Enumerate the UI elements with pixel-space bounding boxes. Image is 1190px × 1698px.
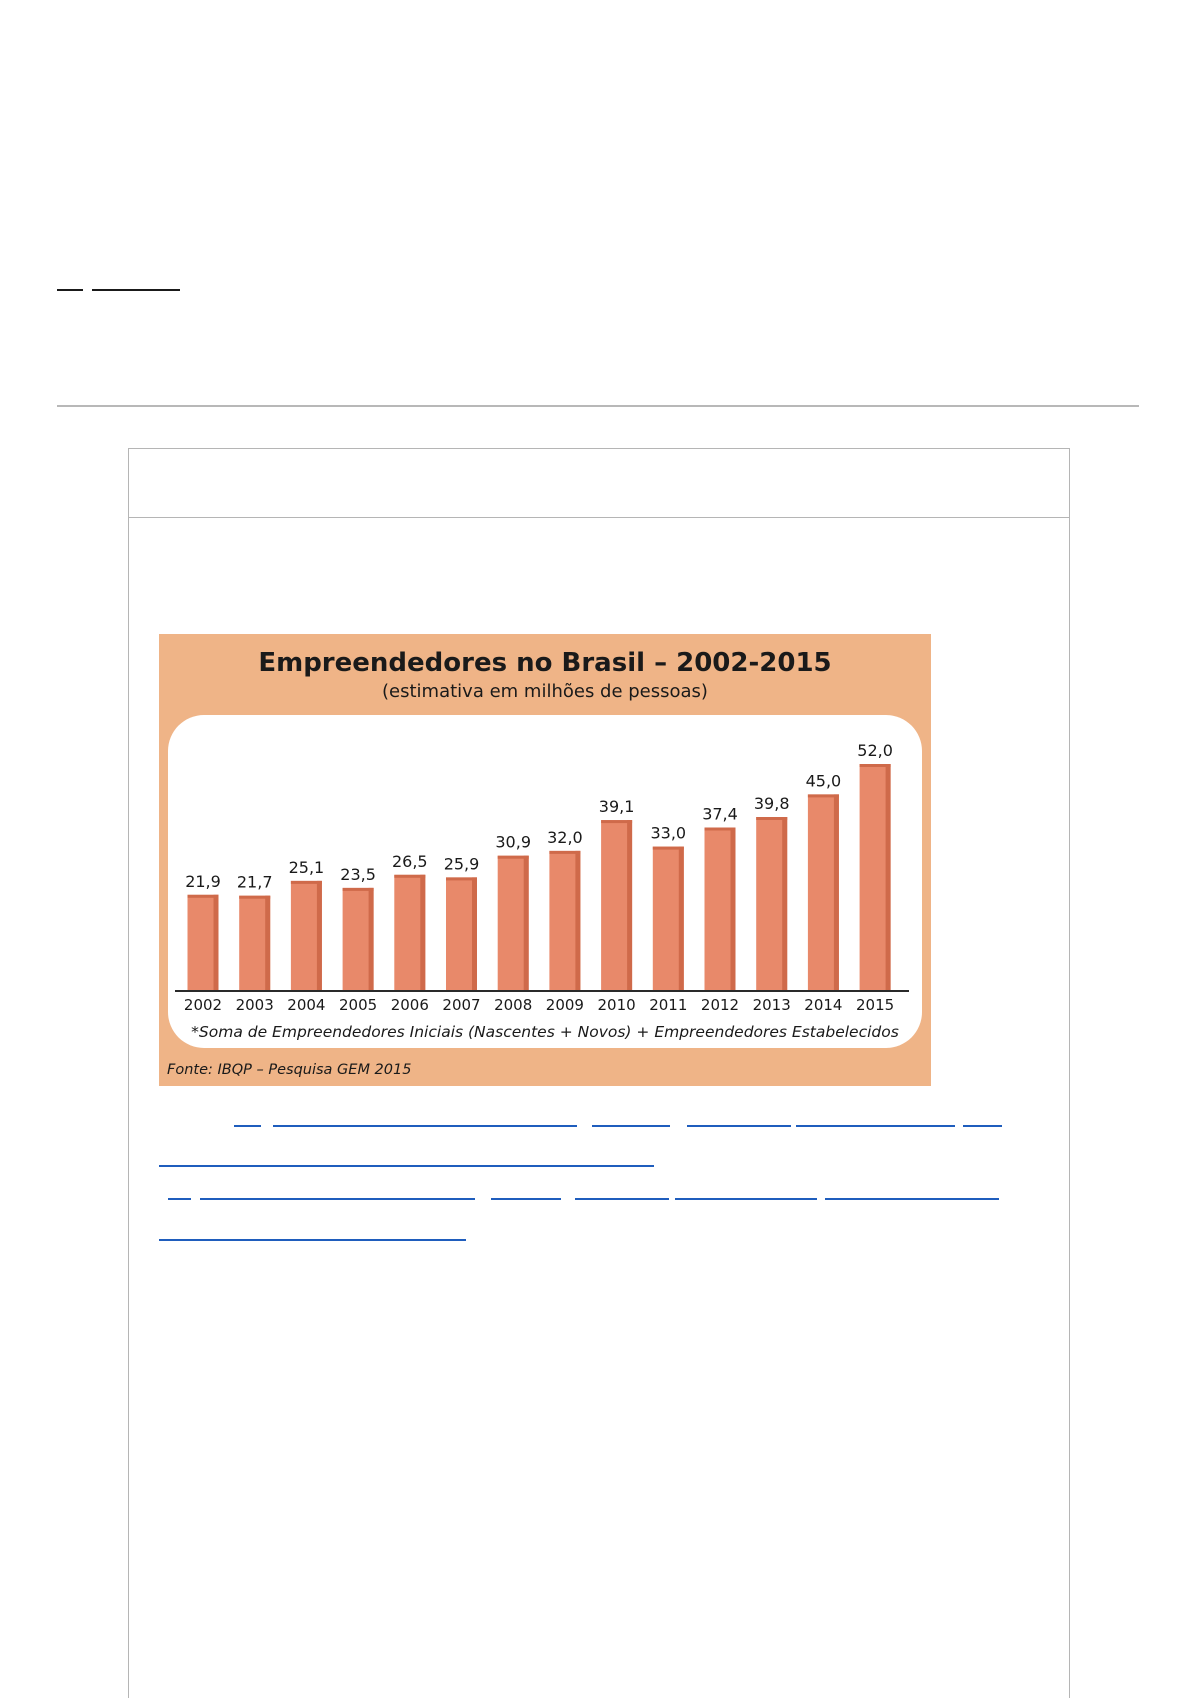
x-tick-label-2003: 2003 [235,996,274,1014]
chart-svg [159,634,931,1086]
x-tick-label-2010: 2010 [597,996,636,1014]
value-label-2014: 45,0 [805,771,842,791]
chart-title: Empreendedores no Brasil – 2002-2015 [258,648,832,678]
value-label-2010: 39,1 [598,797,635,817]
value-label-2007: 25,9 [443,854,480,874]
value-label-2015: 52,0 [857,741,893,760]
bar-2006 [394,875,425,990]
bar-2003 [239,896,270,990]
panel-header [129,449,1069,518]
bar-2007 [446,877,477,990]
top-link-1[interactable] [57,281,83,291]
bar-2005 [343,888,374,990]
link[interactable] [675,1198,817,1200]
link[interactable] [796,1125,955,1127]
x-tick-label-2011: 2011 [649,996,688,1014]
value-label-2002: 21,9 [185,871,221,891]
bar-2004 [291,881,322,990]
bar-2010 [601,820,632,990]
x-tick-label-2005: 2005 [339,996,378,1014]
bar-2015 [860,764,891,990]
value-label-2008: 30,9 [495,832,532,852]
value-label-2012: 37,4 [702,804,738,824]
x-tick-label-2002: 2002 [183,996,223,1014]
link[interactable] [592,1125,670,1127]
bar-2009 [549,851,580,990]
link-row-2 [159,1165,1009,1169]
x-tick-label-2008: 2008 [494,996,533,1014]
x-tick-label-2004: 2004 [287,996,326,1014]
value-label-2006: 26,5 [391,851,428,871]
bar-2012 [705,828,736,991]
link[interactable] [687,1125,791,1127]
value-label-2013: 39,8 [753,794,790,813]
chart-image [159,634,931,1086]
bar-2013 [756,817,787,990]
x-tick-label-2006: 2006 [390,996,429,1014]
value-label-2005: 23,5 [340,864,376,884]
bar-2002 [188,895,219,990]
x-tick-label-2009: 2009 [545,996,584,1014]
chart-footnote: *Soma de Empreendedores Iniciais (Nascentes + Novos) + Empreendedores Estabelecidos [191,1023,899,1041]
bar-2014 [808,794,839,990]
value-label-2009: 32,0 [547,827,583,847]
link[interactable] [168,1198,191,1200]
value-label-2011: 33,0 [650,823,687,843]
link[interactable] [273,1125,577,1127]
x-tick-label-2012: 2012 [700,996,740,1014]
chart-subtitle: (estimativa em milhões de pessoas) [382,681,708,702]
bar-2011 [653,847,684,990]
bar-2008 [498,856,529,990]
x-tick-label-2014: 2014 [804,996,843,1014]
link[interactable] [159,1239,466,1241]
link[interactable] [234,1125,261,1127]
link[interactable] [575,1198,669,1200]
value-label-2004: 25,1 [288,857,325,877]
section-divider [57,405,1139,407]
link[interactable] [200,1198,475,1200]
chart-source: Fonte: IBQP – Pesquisa GEM 2015 [167,1062,412,1078]
link-row-4 [159,1239,1009,1243]
link[interactable] [963,1125,1002,1127]
link-row-3 [159,1198,1009,1202]
link[interactable] [825,1198,999,1200]
x-tick-label-2015: 2015 [856,996,895,1014]
value-label-2003: 21,7 [236,872,273,892]
x-tick-label-2013: 2013 [752,996,791,1014]
link-row-1 [159,1125,1009,1129]
x-tick-label-2007: 2007 [442,996,481,1014]
top-link-2[interactable] [92,281,180,291]
link[interactable] [159,1165,654,1167]
link[interactable] [491,1198,561,1200]
